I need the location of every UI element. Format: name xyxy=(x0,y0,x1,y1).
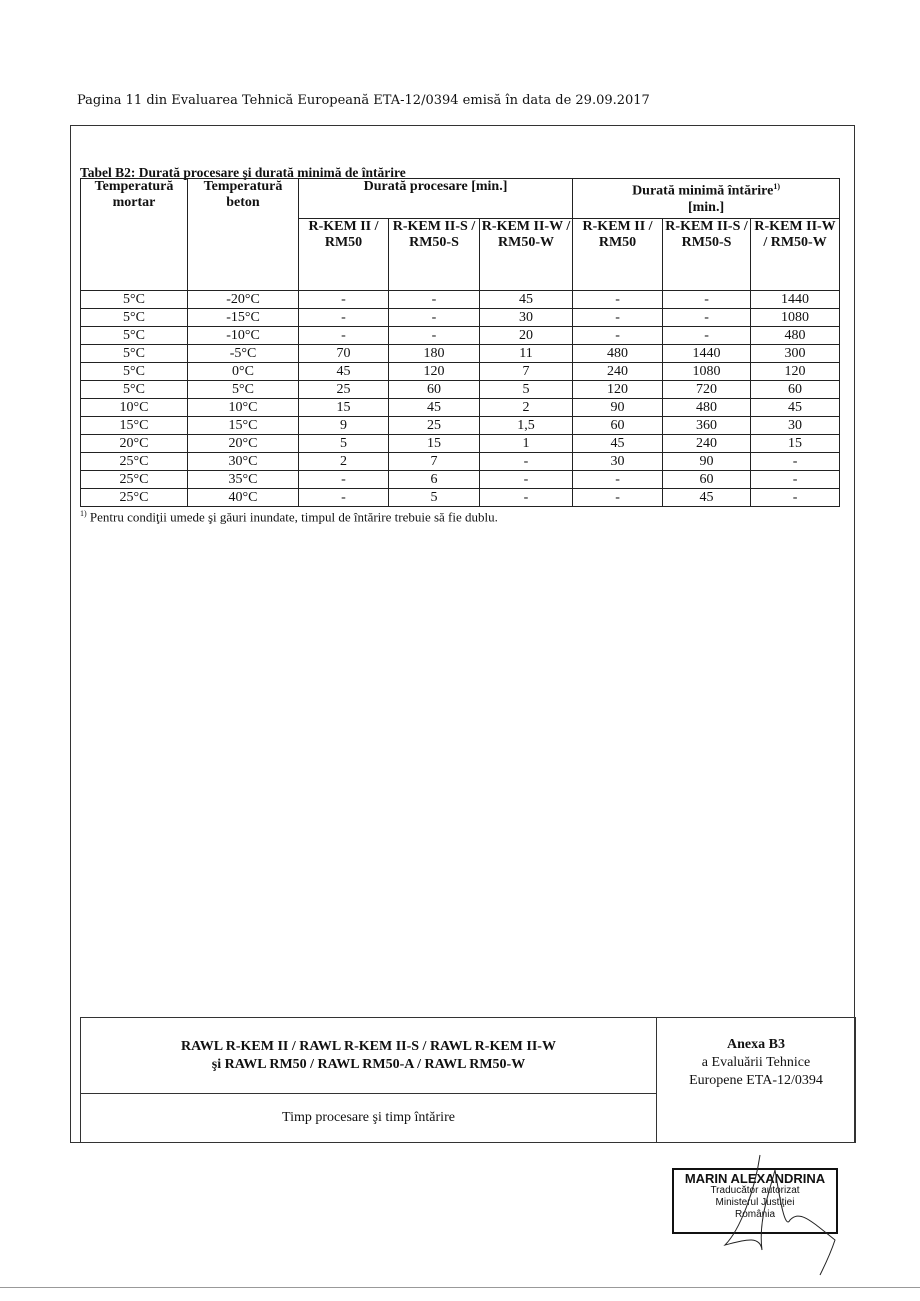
table-cell: 1080 xyxy=(663,363,751,381)
table-row xyxy=(81,327,840,345)
table-cell: 0°C xyxy=(188,363,299,381)
table-cell: - xyxy=(299,489,389,507)
stamp-line: Ministerul Justiţiei xyxy=(715,1197,795,1208)
table-cell: 20°C xyxy=(81,435,188,453)
sub-header: R-KEM II / RM50 xyxy=(299,219,389,291)
table-cell: 5°C xyxy=(81,327,188,345)
table-cell: - xyxy=(299,291,389,309)
table-cell: 120 xyxy=(751,363,840,381)
table-cell: 2 xyxy=(480,399,573,417)
table-cell: 45 xyxy=(299,363,389,381)
table-cell: 5 xyxy=(389,489,480,507)
curing-time-table xyxy=(80,178,840,507)
table-row xyxy=(81,363,840,381)
table-cell: 15°C xyxy=(81,417,188,435)
sub-header: R-KEM II / RM50 xyxy=(573,219,663,291)
table-cell: 5°C xyxy=(81,291,188,309)
table-cell: 30°C xyxy=(188,453,299,471)
product-line: RAWL R-KEM II / RAWL R-KEM II-S / RAWL R-KEM II-W xyxy=(181,1038,556,1054)
table-cell: 25°C xyxy=(81,489,188,507)
header-mortar-temp: Temperatură mortar xyxy=(81,179,188,291)
table-cell: 40°C xyxy=(188,489,299,507)
table-cell: 90 xyxy=(573,399,663,417)
table-cell: - xyxy=(573,471,663,489)
table-cell: 5°C xyxy=(188,381,299,399)
table-cell: - xyxy=(663,327,751,345)
table-cell: 10°C xyxy=(81,399,188,417)
table-cell: 45 xyxy=(573,435,663,453)
table-cell: - xyxy=(663,309,751,327)
page-header: Pagina 11 din Evaluarea Tehnică Europeană ETA-12/0394 emisă în data de 29.09.2017 xyxy=(77,93,650,108)
table-cell: - xyxy=(573,291,663,309)
annex-title: Anexa B3 xyxy=(727,1037,785,1052)
table-cell: 70 xyxy=(299,345,389,363)
table-row xyxy=(81,417,840,435)
table-cell: 300 xyxy=(751,345,840,363)
table-cell: 1440 xyxy=(663,345,751,363)
table-cell: 60 xyxy=(663,471,751,489)
table-cell: 1080 xyxy=(751,309,840,327)
table-cell: - xyxy=(480,471,573,489)
table-row xyxy=(81,471,840,489)
table-cell: - xyxy=(751,471,840,489)
footnote: $^{1)}$ Pentru condiţii umede şi găuri inundate, timpul de întărire trebuie să fie dublu. xyxy=(80,509,498,525)
table-cell: 1 xyxy=(480,435,573,453)
table-cell: 35°C xyxy=(188,471,299,489)
table-cell: 180 xyxy=(389,345,480,363)
table-cell: 720 xyxy=(663,381,751,399)
table-cell: 15°C xyxy=(188,417,299,435)
sub-header: R-KEM II-S / RM50-S xyxy=(389,219,480,291)
annex-footer xyxy=(80,1017,856,1143)
table-cell: 10°C xyxy=(188,399,299,417)
table-cell: -20°C xyxy=(188,291,299,309)
table-cell: - xyxy=(299,327,389,345)
product-line: şi RAWL RM50 / RAWL RM50-A / RAWL RM50-W xyxy=(211,1056,526,1072)
table-cell: 480 xyxy=(663,399,751,417)
table-cell: 5°C xyxy=(81,381,188,399)
product-names xyxy=(81,1018,656,1094)
table-cell: 25 xyxy=(389,417,480,435)
table-cell: 45 xyxy=(480,291,573,309)
stamp-line: România xyxy=(734,1209,776,1220)
table-cell: 240 xyxy=(663,435,751,453)
table-cell: 25 xyxy=(299,381,389,399)
table-cell: 2 xyxy=(299,453,389,471)
header-curing-time: Durată minimă întărire$^{1)}$ [min.] xyxy=(573,179,840,219)
table-cell: 60 xyxy=(751,381,840,399)
table-cell: 5°C xyxy=(81,363,188,381)
table-cell: 30 xyxy=(480,309,573,327)
table-cell: 1,5 xyxy=(480,417,573,435)
table-cell: 30 xyxy=(573,453,663,471)
table-cell: - xyxy=(751,489,840,507)
table-row xyxy=(81,345,840,363)
table-cell: 5 xyxy=(299,435,389,453)
sub-header: R-KEM II-W / RM50-W xyxy=(751,219,840,291)
table-cell: 25°C xyxy=(81,471,188,489)
annex-line: a Evaluării Tehnice xyxy=(701,1055,811,1070)
sub-header: R-KEM II-S / RM50-S xyxy=(663,219,751,291)
table-cell: - xyxy=(389,327,480,345)
table-row xyxy=(81,291,840,309)
table-cell: 15 xyxy=(299,399,389,417)
table-cell: - xyxy=(663,291,751,309)
table-row xyxy=(81,309,840,327)
table-row xyxy=(81,453,840,471)
table-cell: -5°C xyxy=(188,345,299,363)
header-concrete-temp: Temperatură beton xyxy=(188,179,299,291)
table-cell: 120 xyxy=(389,363,480,381)
table-cell: 7 xyxy=(389,453,480,471)
sub-header: R-KEM II-W / RM50-W xyxy=(480,219,573,291)
table-row xyxy=(81,381,840,399)
table-cell: 120 xyxy=(573,381,663,399)
annex-reference xyxy=(657,1018,855,1142)
table-cell: - xyxy=(299,471,389,489)
table-cell: - xyxy=(751,453,840,471)
annex-subtitle: Timp procesare şi timp întărire xyxy=(282,1110,455,1125)
table-cell: 25°C xyxy=(81,453,188,471)
table-cell: 240 xyxy=(573,363,663,381)
table-cell: -15°C xyxy=(188,309,299,327)
table-cell: - xyxy=(480,453,573,471)
table-cell: 1440 xyxy=(751,291,840,309)
table-cell: - xyxy=(389,309,480,327)
table-cell: 5 xyxy=(480,381,573,399)
table-cell: 6 xyxy=(389,471,480,489)
stamp-name: MARIN ALEXANDRINA xyxy=(684,1171,826,1186)
stamp-line: Traducător autorizat xyxy=(710,1185,800,1196)
table-cell: -10°C xyxy=(188,327,299,345)
table-cell: 45 xyxy=(389,399,480,417)
signature xyxy=(700,1150,850,1280)
table-cell: 15 xyxy=(389,435,480,453)
table-cell: 20°C xyxy=(188,435,299,453)
table-row xyxy=(81,435,840,453)
table-row xyxy=(81,399,840,417)
table-cell: 90 xyxy=(663,453,751,471)
table-row xyxy=(81,489,840,507)
table-cell: 11 xyxy=(480,345,573,363)
bottom-edge-line xyxy=(0,1287,920,1288)
table-cell: 9 xyxy=(299,417,389,435)
header-processing-time: Durată procesare [min.] xyxy=(299,179,573,219)
table-cell: - xyxy=(480,489,573,507)
table-title: Tabel B2: Durată procesare şi durată minimă de întărire xyxy=(80,165,406,180)
table-cell: 5°C xyxy=(81,345,188,363)
table-cell: 7 xyxy=(480,363,573,381)
table-cell: 360 xyxy=(663,417,751,435)
table-cell: 60 xyxy=(573,417,663,435)
table-cell: - xyxy=(299,309,389,327)
table-cell: 480 xyxy=(751,327,840,345)
table-cell: - xyxy=(573,309,663,327)
table-cell: 45 xyxy=(751,399,840,417)
table-cell: 30 xyxy=(751,417,840,435)
table-cell: 45 xyxy=(663,489,751,507)
table-cell: 5°C xyxy=(81,309,188,327)
annex-line: Europene ETA-12/0394 xyxy=(689,1073,823,1088)
table-cell: 480 xyxy=(573,345,663,363)
table-cell: 60 xyxy=(389,381,480,399)
table-cell: 20 xyxy=(480,327,573,345)
table-cell: - xyxy=(573,489,663,507)
table-cell: 15 xyxy=(751,435,840,453)
table-cell: - xyxy=(389,291,480,309)
table-cell: - xyxy=(573,327,663,345)
